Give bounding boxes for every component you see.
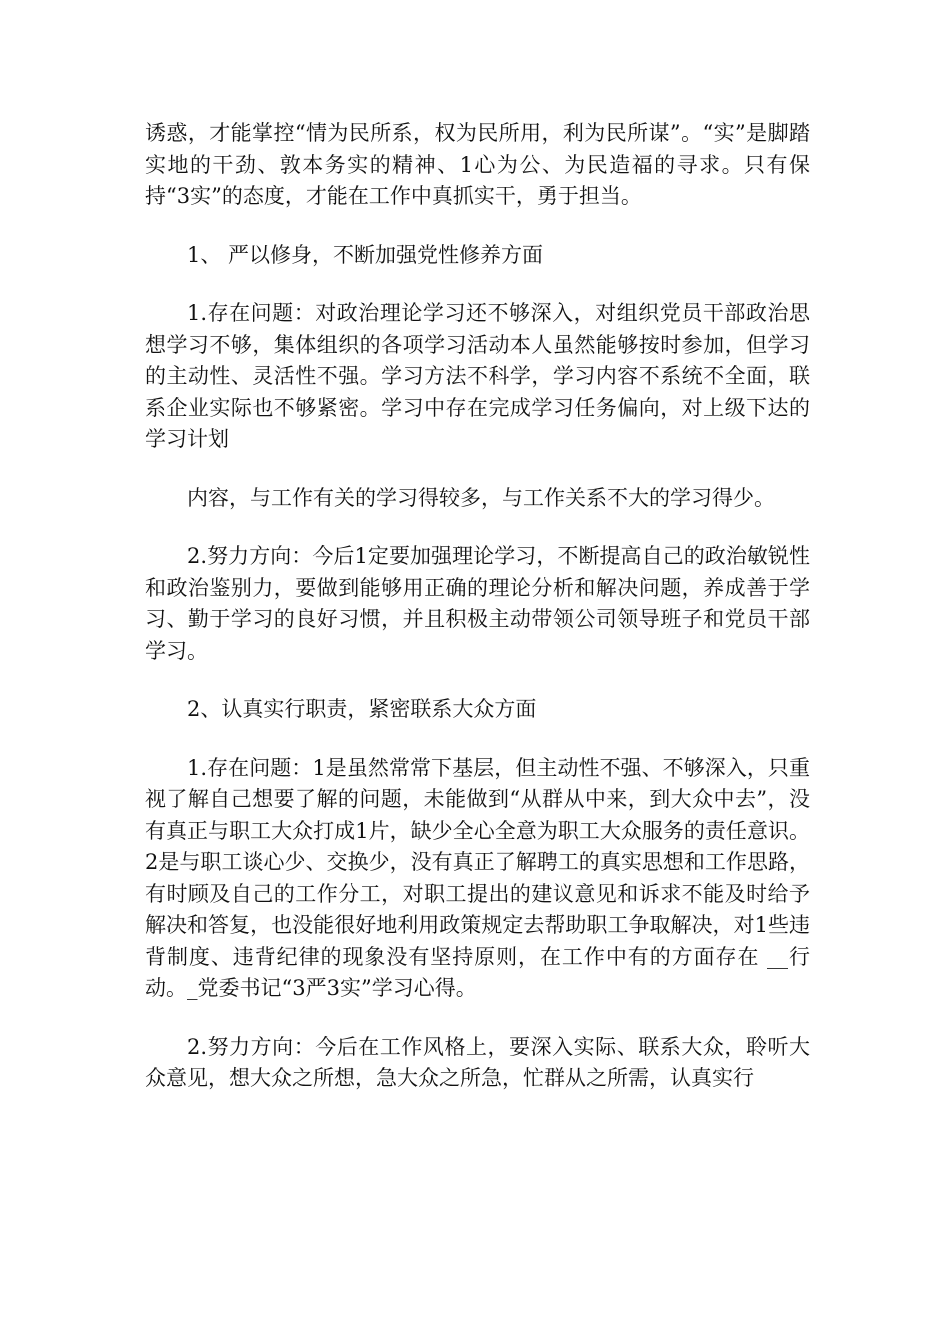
paragraph-problem-1: 1.存在问题：对政治理论学习还不够深入，对组织党员干部政治思想学习不够，集体组织的各项学习活动本人虽然能够按时参加，但学习的主动性、灵活性不强。学习方法不科学，学习内容不系统不全面，联系企业实际也不够紧密。学习中存在完成学习任务偏向，对上级下达的学习计划: [145, 301, 810, 451]
paragraph-problem-1-continued: 内容，与工作有关的学习得较多，与工作关系不大的学习得少。: [187, 485, 775, 510]
section-heading-1: 1、 严以修身，不断加强党性修养方面: [187, 242, 544, 267]
paragraph-direction-1: 2.努力方向：今后1定要加强理论学习，不断提高自己的政治敏锐性和政治鉴别力，要做到能够用正确的理论分析和解决问题，养成善于学习、勤于学习的良好习惯，并且积极主动带领公司领导班子和党员干部学习。: [145, 544, 810, 663]
paragraph-intro-continuation: 诱惑，才能掌控“情为民所系，权为民所用，利为民所谋”。“实”是脚踏实地的干劲、敦本务实的精神、1心为公、为民造福的寻求。只有保持“3实”的态度，才能在工作中真抓实干，勇于担当。: [145, 121, 810, 208]
section-heading-2: 2、认真实行职责，紧密联系大众方面: [187, 697, 537, 721]
paragraph-direction-2: 2.努力方向：今后在工作风格上，要深入实际、联系大众，聆听大众意见，想大众之所想，急大众之所急，忙群从之所需，认真实行: [145, 1034, 810, 1090]
paragraph-problem-2: 1.存在问题：1是虽然常常下基层，但主动性不强、不够深入，只重视了解自己想要了解的问题，未能做到“从群从中来，到大众中去”，没有真正与职工大众打成1片，缺少全心全意为职工大众服务的责任意识。2是与职工谈心少、交换少，没有真正了解聘工的真实思想和工作思路，有时顾及自己的工作分工，对职工提出的建议意见和诉求不能及时给予解决和答复，也没能很好地利用政策规定去帮助职工争取解决，对1些违背制度、违背纪律的现象没有坚持原则，在工作中有的方面存在 __行动。_党委书记“3严3实”学习心得。: [145, 755, 810, 1000]
document-body: [145, 118, 810, 1095]
